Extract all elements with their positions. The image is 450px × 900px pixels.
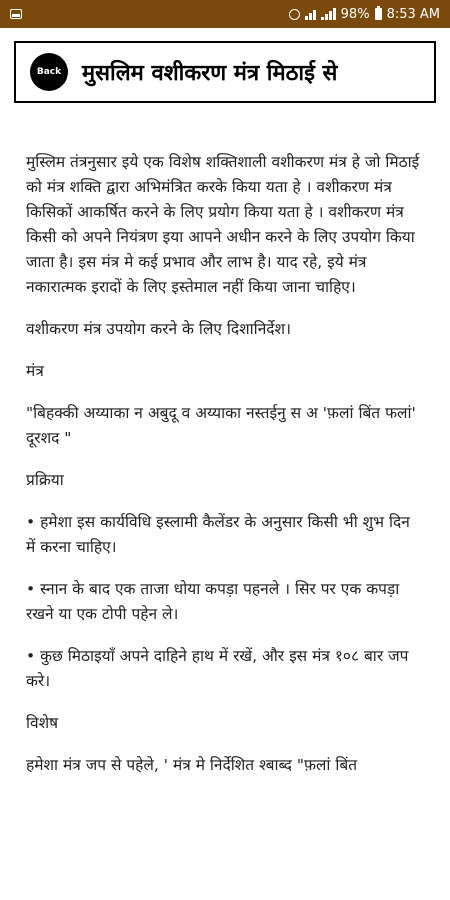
process-step: • स्नान के बाद एक ताजा धोया कपड़ा पहनले । सिर पर एक कपड़ा रखने या एक टोपी पहेन ले।	[26, 580, 400, 623]
battery-percent: 98%	[340, 6, 370, 22]
article-paragraph: वशीकरण मंत्र उपयोग करने के लिए दिशानिर्देश।	[26, 320, 291, 338]
alarm-icon	[289, 9, 300, 20]
cell-signal-icon	[321, 8, 336, 20]
clock: 8:53 AM	[386, 6, 440, 22]
process-step: • हमेशा इस कार्यविधि इस्लामी कैलेंडर के अनुसार किसी भी शुभ दिन में करना चाहिए।	[26, 513, 410, 556]
mantra-text: "बिहक्की अय्याका न अबुदू व अय्याका नस्तईनु स अ 'फ़लां बिंत फलां' दूरशद "	[26, 404, 416, 447]
back-button[interactable]: Back	[30, 53, 68, 91]
app-header	[14, 41, 436, 103]
article-content	[26, 150, 424, 795]
article-paragraph: मुस्लिम तंत्रनुसार इये एक विशेष शक्तिशाली वशीकरण मंत्र हे जो मिठाई को मंत्र शक्ति द्वारा अभिमंत्रित करके किया यता हे । वशीकरण मंत्र किसिकों आकर्षित करने के लिए प्रयोग किया यता हे । वशीकरण मंत्र किसी को अपने नियंत्रण इया आपने अधीन करने के लिए उपयोग किया जाता है। इस मंत्र मे कई प्रभाव और लाभ है। याद रहे, इये मंत्र नकारात्मक इरादों के लिए इस्तेमाल नहीं किया जाना चाहिए।	[26, 153, 420, 296]
wifi-signal-icon	[305, 8, 316, 20]
status-bar	[0, 0, 450, 28]
section-heading-special: विशेष	[26, 714, 59, 732]
page-title: मुसलिम वशीकरण मंत्र मिठाई से	[82, 61, 338, 86]
battery-icon	[375, 8, 382, 20]
section-heading-process: प्रक्रिया	[26, 471, 64, 489]
article-paragraph: हमेशा मंत्र जप से पहेले, ' मंत्र मे निर्देशित श्बाब्द "फ़लां बिंत	[26, 756, 358, 774]
process-step: • कुछ मिठाइयाँ अपने दाहिने हाथ में रखें, और इस मंत्र १०८ बार जप करे।	[26, 647, 409, 690]
section-heading-mantra: मंत्र	[26, 362, 44, 380]
notification-icon	[10, 9, 22, 19]
